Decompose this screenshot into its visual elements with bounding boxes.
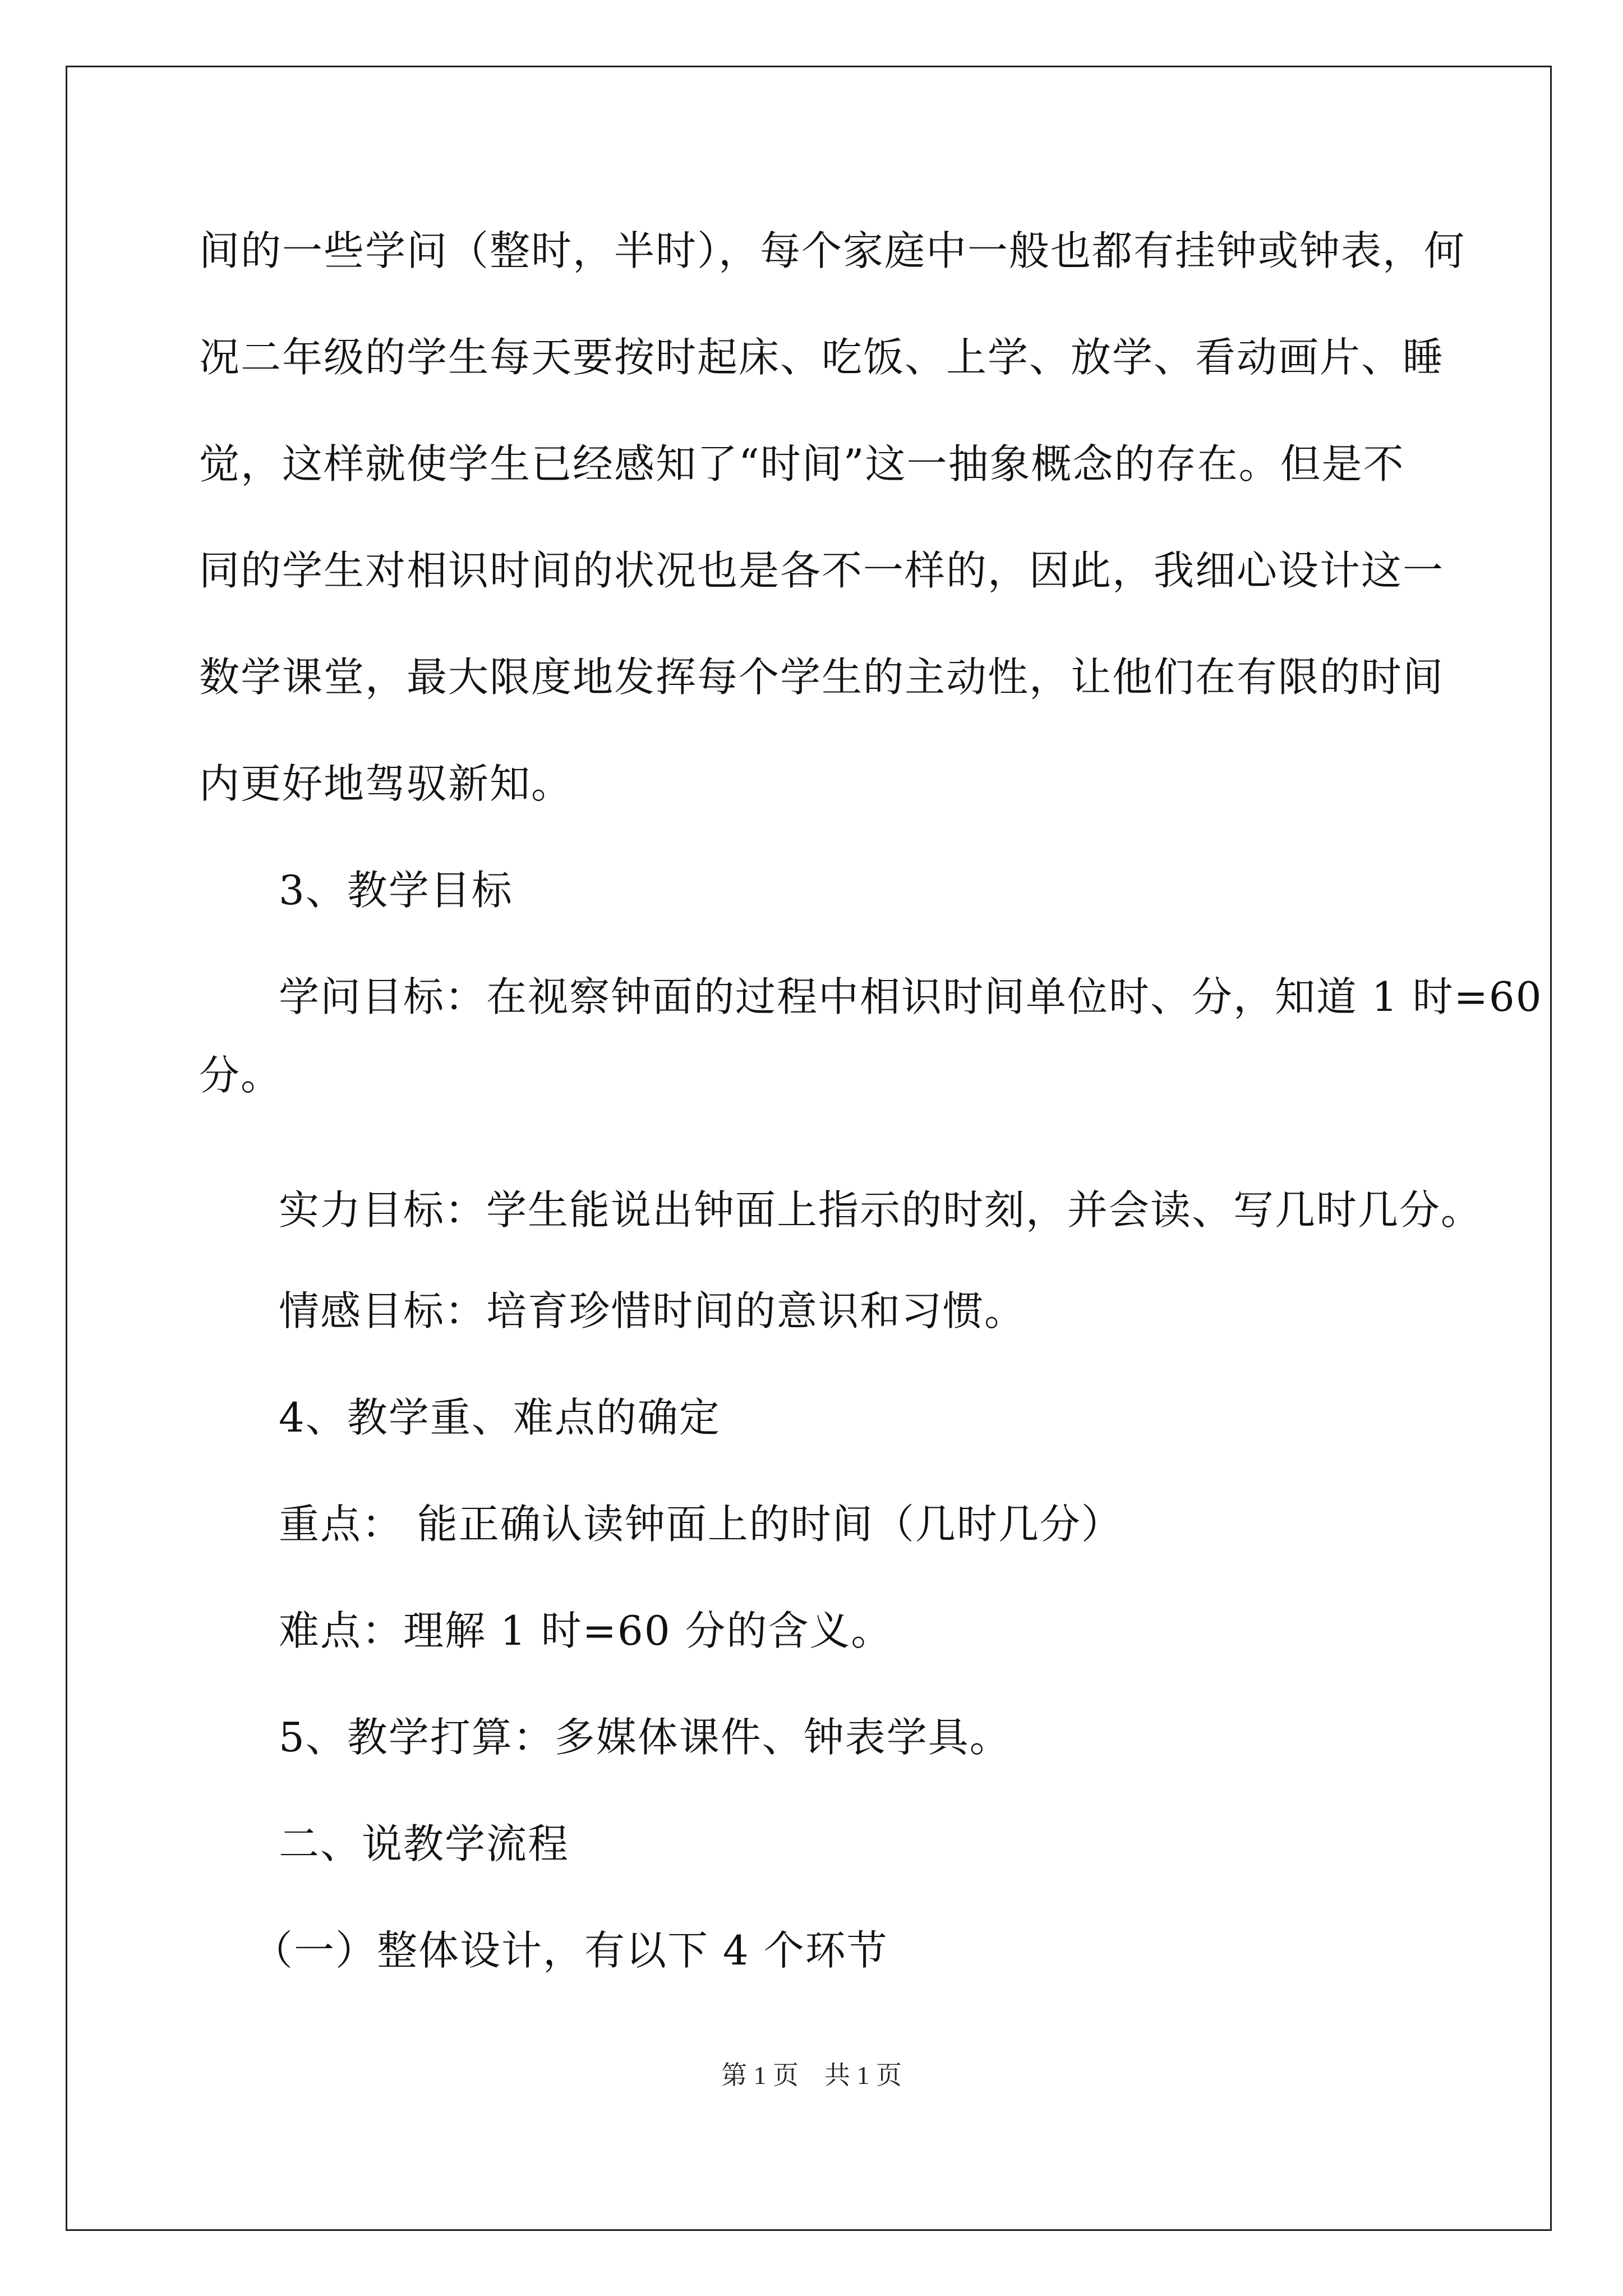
- difficulty-line: 难点：理解 1 时=60 分的含义。: [279, 1607, 893, 1654]
- knowledge-goal-continuation: 分。: [199, 1052, 283, 1099]
- body-line-3: 觉，这样就使学生已经感知了“时间”这一抽象概念的存在。但是不: [199, 440, 1405, 487]
- preparation-line: 5、教学打算：多媒体课件、钟表学具。: [279, 1714, 1011, 1761]
- knowledge-goal-line: 学问目标：在视察钟面的过程中相识时间单位时、分，知道 1 时=60: [279, 973, 1543, 1020]
- body-line-6: 内更好地驾驭新知。: [199, 760, 573, 807]
- section-heading-teaching-goals: 3、教学目标: [279, 867, 513, 914]
- section-heading-key-points: 4、教学重、难点的确定: [279, 1394, 721, 1441]
- emotion-goal-line: 情感目标：培育珍惜时间的意识和习惯。: [279, 1287, 1026, 1335]
- key-point-line: 重点： 能正确认读钟面上的时间（几时几分）: [279, 1501, 1123, 1548]
- body-line-1: 间的一些学问（整时，半时），每个家庭中一般也都有挂钟或钟表，何: [199, 227, 1466, 274]
- page-footer: 第 1 页 共 1 页: [721, 2061, 902, 2090]
- section-heading-process: 二、说教学流程: [279, 1820, 570, 1867]
- ability-goal-line: 实力目标：学生能说出钟面上指示的时刻，并会读、写几时几分。: [279, 1186, 1483, 1234]
- body-line-5: 数学课堂，最大限度地发挥每个学生的主动性，让他们在有限的时间: [199, 654, 1445, 701]
- body-line-2: 况二年级的学生每天要按时起床、吃饭、上学、放学、看动画片、睡: [199, 334, 1445, 381]
- body-line-4: 同的学生对相识时间的状况也是各不一样的，因此，我细心设计这一: [199, 547, 1445, 594]
- page-border: [66, 66, 1552, 2231]
- overall-design-line: （一）整体设计，有以下 4 个环节: [252, 1927, 888, 1974]
